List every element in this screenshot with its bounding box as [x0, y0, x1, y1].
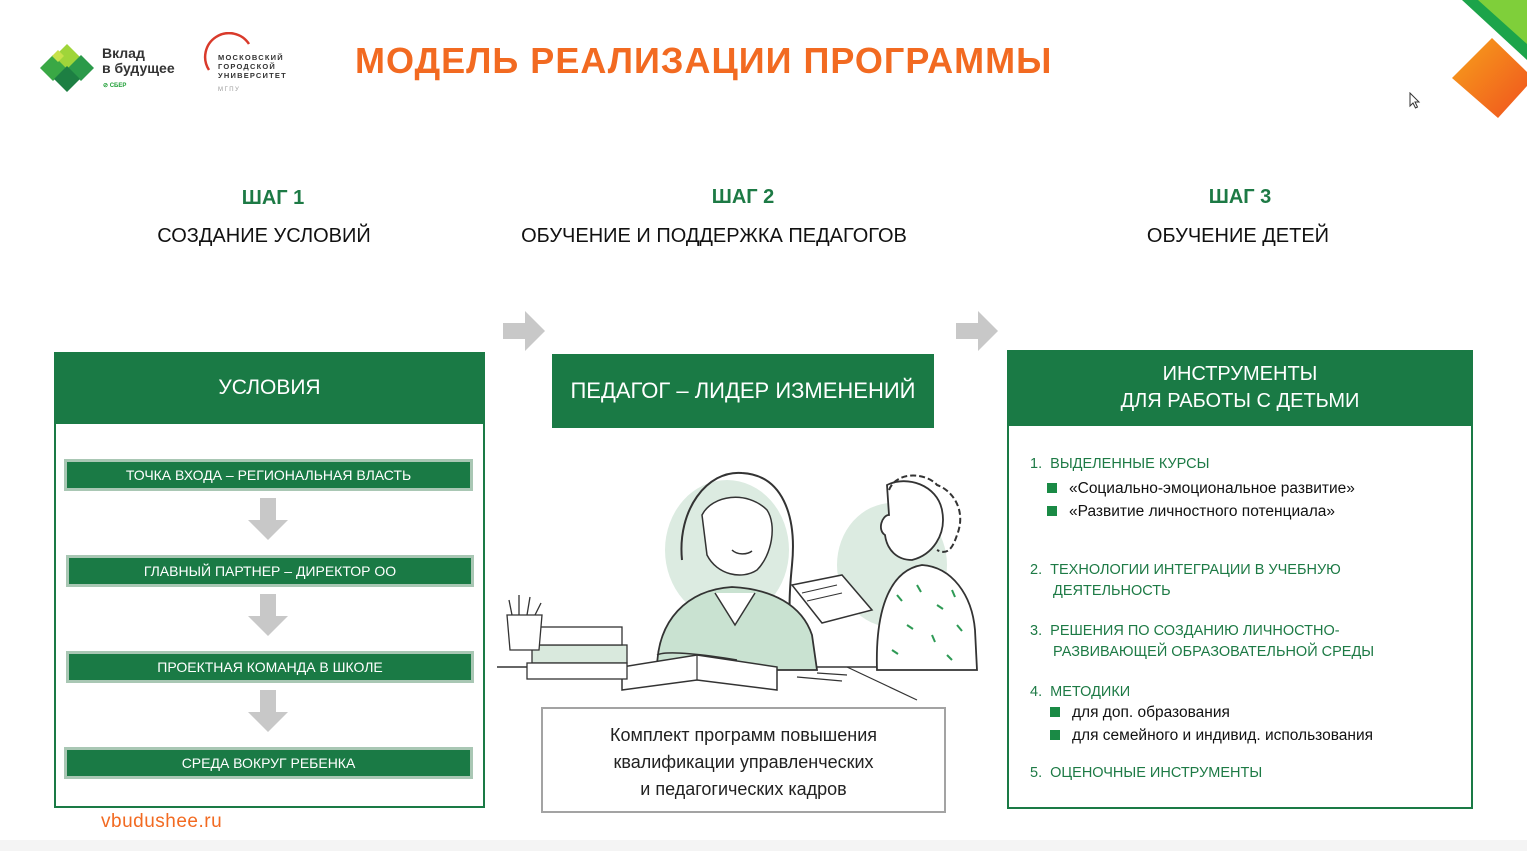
- mgpu-logo-text: МОСКОВСКИЙ ГОРОДСКОЙ УНИВЕРСИТЕТ: [218, 53, 287, 80]
- step2-label: ШАГ 2: [711, 186, 775, 208]
- step3-title: ОБУЧЕНИЕ ДЕТЕЙ: [1146, 225, 1330, 247]
- tool-item-1-sub-1: «Социально-эмоциональное развитие»: [1047, 480, 1355, 498]
- vklad-logo-text: Вклад в будущее: [102, 45, 175, 76]
- teacher-child-illustration: [497, 455, 997, 705]
- tool-item-4-sub-2: для семейного и индивид. использования: [1050, 727, 1373, 745]
- arrow-right-icon: [956, 311, 998, 351]
- website-link[interactable]: vbudushee.ru: [101, 811, 223, 832]
- tool-item-3: 3. РЕШЕНИЯ ПО СОЗДАНИЮ ЛИЧНОСТНО- РАЗВИВАЮЩЕЙ ОБРАЗОВАТЕЛЬНОЙ СРЕДЫ: [1030, 623, 1375, 660]
- page-title: МОДЕЛЬ РЕАЛИЗАЦИИ ПРОГРАММЫ: [355, 40, 1053, 81]
- tools-header: ИНСТРУМЕНТЫ ДЛЯ РАБОТЫ С ДЕТЬМИ: [1007, 350, 1473, 426]
- condition-item-2: ГЛАВНЫЙ ПАРТНЕР – ДИРЕКТОР ОО: [66, 555, 474, 587]
- step1-title: СОЗДАНИЕ УСЛОВИЙ: [157, 225, 371, 247]
- condition-item-1: ТОЧКА ВХОДА – РЕГИОНАЛЬНАЯ ВЛАСТЬ: [64, 459, 473, 491]
- sber-label: ⊘ СБЕР: [103, 83, 127, 89]
- condition-item-3: ПРОЕКТНАЯ КОМАНДА В ШКОЛЕ: [66, 651, 474, 683]
- tool-item-4: 4. МЕТОДИКИ: [1030, 684, 1131, 700]
- tool-item-2: 2. ТЕХНОЛОГИИ ИНТЕГРАЦИИ В УЧЕБНУЮ ДЕЯТЕЛЬНОСТЬ: [1030, 562, 1341, 599]
- arrow-down-icon: [248, 690, 288, 732]
- step1-label: ШАГ 1: [241, 187, 305, 209]
- arrow-right-icon: [503, 311, 545, 351]
- arrow-down-icon: [248, 498, 288, 540]
- teacher-header: ПЕДАГОГ – ЛИДЕР ИЗМЕНЕНИЙ: [552, 354, 934, 428]
- corner-decoration-icon: [1440, 0, 1527, 125]
- tool-item-5: 5. ОЦЕНОЧНЫЕ ИНСТРУМЕНТЫ: [1030, 765, 1263, 781]
- tool-item-4-sub-1: для доп. образования: [1050, 704, 1230, 722]
- training-programs-caption: Комплект программ повышения квалификации управленческих и педагогических кадров: [541, 707, 946, 813]
- bottom-strip: [0, 840, 1527, 851]
- tool-item-1: 1. ВЫДЕЛЕННЫЕ КУРСЫ: [1030, 456, 1210, 472]
- step2-title: ОБУЧЕНИЕ И ПОДДЕРЖКА ПЕДАГОГОВ: [521, 225, 907, 247]
- tool-item-1-sub-2: «Развитие личностного потенциала»: [1047, 503, 1335, 521]
- vklad-logo-icon: [38, 44, 96, 92]
- step3-label: ШАГ 3: [1208, 186, 1272, 208]
- mgpu-logo-sub: МГПУ: [218, 87, 241, 93]
- conditions-header: УСЛОВИЯ: [54, 352, 485, 424]
- arrow-down-icon: [248, 594, 288, 636]
- condition-item-4: СРЕДА ВОКРУГ РЕБЕНКА: [64, 747, 473, 779]
- mouse-cursor-icon: [1409, 92, 1421, 110]
